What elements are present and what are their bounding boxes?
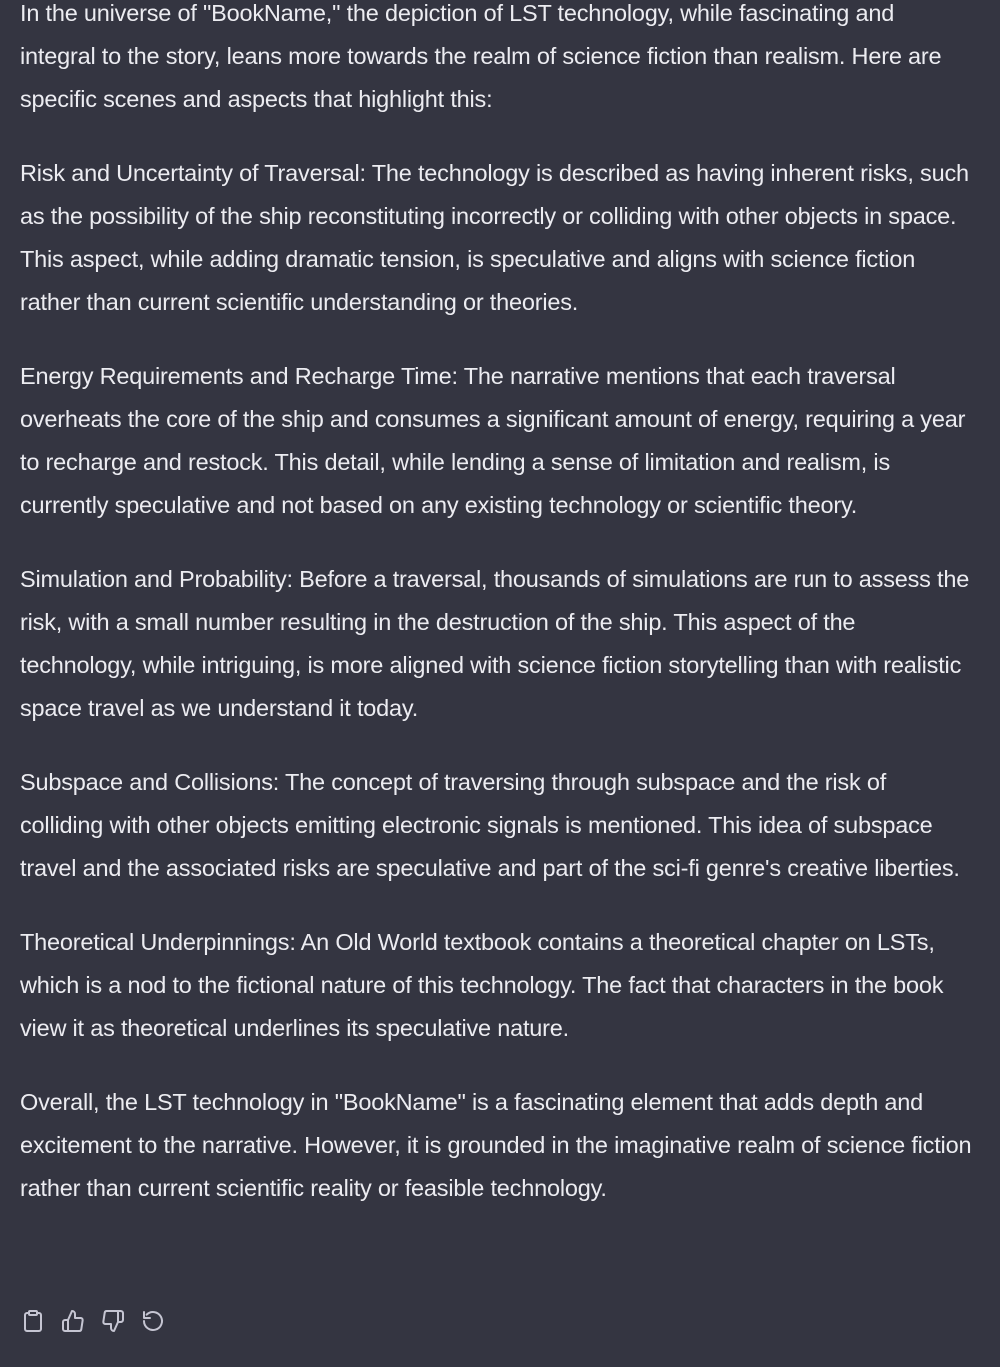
message-paragraph-overall: Overall, the LST technology in "BookName" is a fascinating element that adds depth and excitement to the narrative. However, it is grounded in the imaginative realm of science fiction rather than current scientific reality or feasible technology. [20, 1089, 972, 1201]
message-paragraph-energy: Energy Requirements and Recharge Time: The narrative mentions that each traversal overheats the core of the ship and consumes a significant amount of energy, requiring a year to recharge and restock. This detail, while lending a sense of limitation and realism, is currently speculative and not based on any existing technology or scientific theory. [20, 363, 966, 518]
thumbs-down-button[interactable] [100, 1306, 126, 1336]
thumbs-up-button[interactable] [60, 1306, 86, 1336]
thumbs-down-icon [101, 1309, 125, 1333]
clipboard-icon [21, 1309, 45, 1333]
message-paragraph-risk: Risk and Uncertainty of Traversal: The technology is described as having inherent risks, such as the possibility of the ship reconstituting incorrectly or colliding with other objects in space. This aspect, while adding dramatic tension, is speculative and aligns with science fiction rather than current scientific understanding or theories. [20, 160, 969, 315]
message-paragraph-theory: Theoretical Underpinnings: An Old World textbook contains a theoretical chapter on LSTs, which is a nod to the fictional nature of this technology. The fact that characters in the book view it as theoretical underlines its speculative nature. [20, 929, 944, 1041]
copy-button[interactable] [20, 1306, 46, 1336]
thumbs-up-icon [61, 1309, 85, 1333]
regenerate-button[interactable] [140, 1306, 166, 1336]
message-paragraph-simulation: Simulation and Probability: Before a traversal, thousands of simulations are run to assess the risk, with a small number resulting in the destruction of the ship. This aspect of the technology, while intriguing, is more aligned with science fiction storytelling than with realistic space travel as we understand it today. [20, 566, 970, 721]
message-paragraph-intro: In the universe of "BookName," the depiction of LST technology, while fascinating and integral to the story, leans more towards the realm of science fiction than realism. Here are specific scenes and aspects that highlight this: [20, 0, 942, 112]
assistant-message [20, 0, 975, 1210]
message-paragraph-subspace: Subspace and Collisions: The concept of traversing through subspace and the risk of colliding with other objects emitting electronic signals is mentioned. This idea of subspace travel and the associated risks are speculative and part of the sci-fi genre's creative liberties. [20, 769, 960, 881]
regenerate-icon [141, 1309, 165, 1333]
message-actions [20, 1306, 166, 1336]
